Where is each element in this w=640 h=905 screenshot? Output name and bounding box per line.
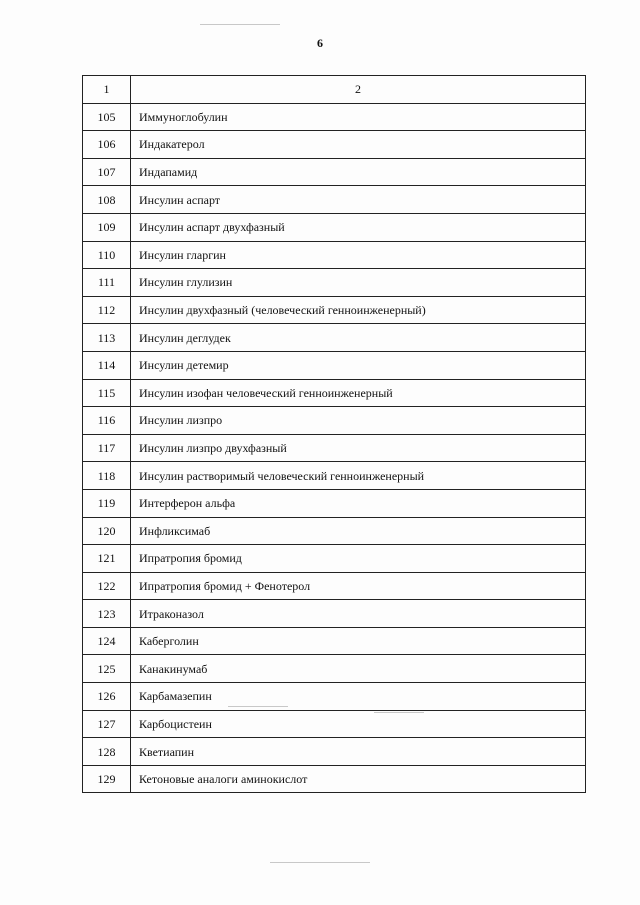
drug-name-cell: Индапамид	[131, 158, 586, 186]
table-row	[83, 489, 586, 517]
table-row	[83, 545, 586, 573]
row-number-cell: 120	[83, 517, 131, 545]
table-row	[83, 765, 586, 793]
table-row	[83, 103, 586, 131]
drug-name-cell: Инсулин лизпро	[131, 407, 586, 435]
drug-name-cell: Итраконазол	[131, 600, 586, 628]
drug-name-cell: Кветиапин	[131, 738, 586, 766]
table-row	[83, 213, 586, 241]
row-number-cell: 124	[83, 627, 131, 655]
drug-name-cell: Инфликсимаб	[131, 517, 586, 545]
row-number-cell: 123	[83, 600, 131, 628]
table-row	[83, 241, 586, 269]
row-number-cell: 107	[83, 158, 131, 186]
drug-name-cell: Инсулин глулизин	[131, 269, 586, 297]
drug-name-cell: Иммуноглобулин	[131, 103, 586, 131]
row-number-cell: 118	[83, 462, 131, 490]
table-row	[83, 158, 586, 186]
drug-name-cell: Инсулин аспарт двухфазный	[131, 213, 586, 241]
row-number-cell: 115	[83, 379, 131, 407]
drug-name-cell: Ипратропия бромид	[131, 545, 586, 573]
table-row	[83, 572, 586, 600]
row-number-cell: 108	[83, 186, 131, 214]
drug-name-cell: Канакинумаб	[131, 655, 586, 683]
drug-name-cell: Инсулин детемир	[131, 351, 586, 379]
row-number-cell: 128	[83, 738, 131, 766]
drug-name-cell: Интерферон альфа	[131, 489, 586, 517]
table-row	[83, 131, 586, 159]
table-row	[83, 710, 586, 738]
scan-artifact	[200, 24, 280, 25]
drug-name-cell: Инсулин гларгин	[131, 241, 586, 269]
row-number-cell: 126	[83, 683, 131, 711]
table-row	[83, 434, 586, 462]
table-row	[83, 655, 586, 683]
row-number-cell: 110	[83, 241, 131, 269]
drug-name-cell: Инсулин растворимый человеческий генноинженерный	[131, 462, 586, 490]
table-row	[83, 269, 586, 297]
table-row	[83, 683, 586, 711]
drug-name-cell: Инсулин деглудек	[131, 324, 586, 352]
table-row	[83, 517, 586, 545]
row-number-cell: 112	[83, 296, 131, 324]
row-number-cell: 109	[83, 213, 131, 241]
table-row	[83, 296, 586, 324]
drug-name-cell: Карбамазепин	[131, 683, 586, 711]
drug-name-cell: Кетоновые аналоги аминокислот	[131, 765, 586, 793]
row-number-cell: 114	[83, 351, 131, 379]
table-row	[83, 738, 586, 766]
row-number-cell: 111	[83, 269, 131, 297]
drug-name-cell: Инсулин лизпро двухфазный	[131, 434, 586, 462]
header-cell-number: 1	[83, 76, 131, 104]
drug-name-cell: Ипратропия бромид + Фенотерол	[131, 572, 586, 600]
scan-artifact	[270, 862, 370, 863]
drug-name-cell: Инсулин двухфазный (человеческий генноинженерный)	[131, 296, 586, 324]
drug-name-cell: Инсулин изофан человеческий генноинженерный	[131, 379, 586, 407]
row-number-cell: 105	[83, 103, 131, 131]
drug-name-cell: Карбоцистеин	[131, 710, 586, 738]
table-row	[83, 324, 586, 352]
table-row	[83, 407, 586, 435]
row-number-cell: 121	[83, 545, 131, 573]
row-number-cell: 113	[83, 324, 131, 352]
drug-name-cell: Индакатерол	[131, 131, 586, 159]
table-row	[83, 462, 586, 490]
drug-list-table	[82, 75, 586, 793]
table-row	[83, 627, 586, 655]
row-number-cell: 117	[83, 434, 131, 462]
row-number-cell: 122	[83, 572, 131, 600]
table-row	[83, 186, 586, 214]
row-number-cell: 106	[83, 131, 131, 159]
row-number-cell: 127	[83, 710, 131, 738]
table-header-row	[83, 76, 586, 104]
row-number-cell: 119	[83, 489, 131, 517]
row-number-cell: 125	[83, 655, 131, 683]
row-number-cell: 129	[83, 765, 131, 793]
table-row	[83, 351, 586, 379]
drug-name-cell: Каберголин	[131, 627, 586, 655]
page-number: 6	[317, 36, 323, 50]
table-row	[83, 600, 586, 628]
drug-name-cell: Инсулин аспарт	[131, 186, 586, 214]
table-row	[83, 379, 586, 407]
header-cell-name: 2	[131, 76, 586, 104]
row-number-cell: 116	[83, 407, 131, 435]
